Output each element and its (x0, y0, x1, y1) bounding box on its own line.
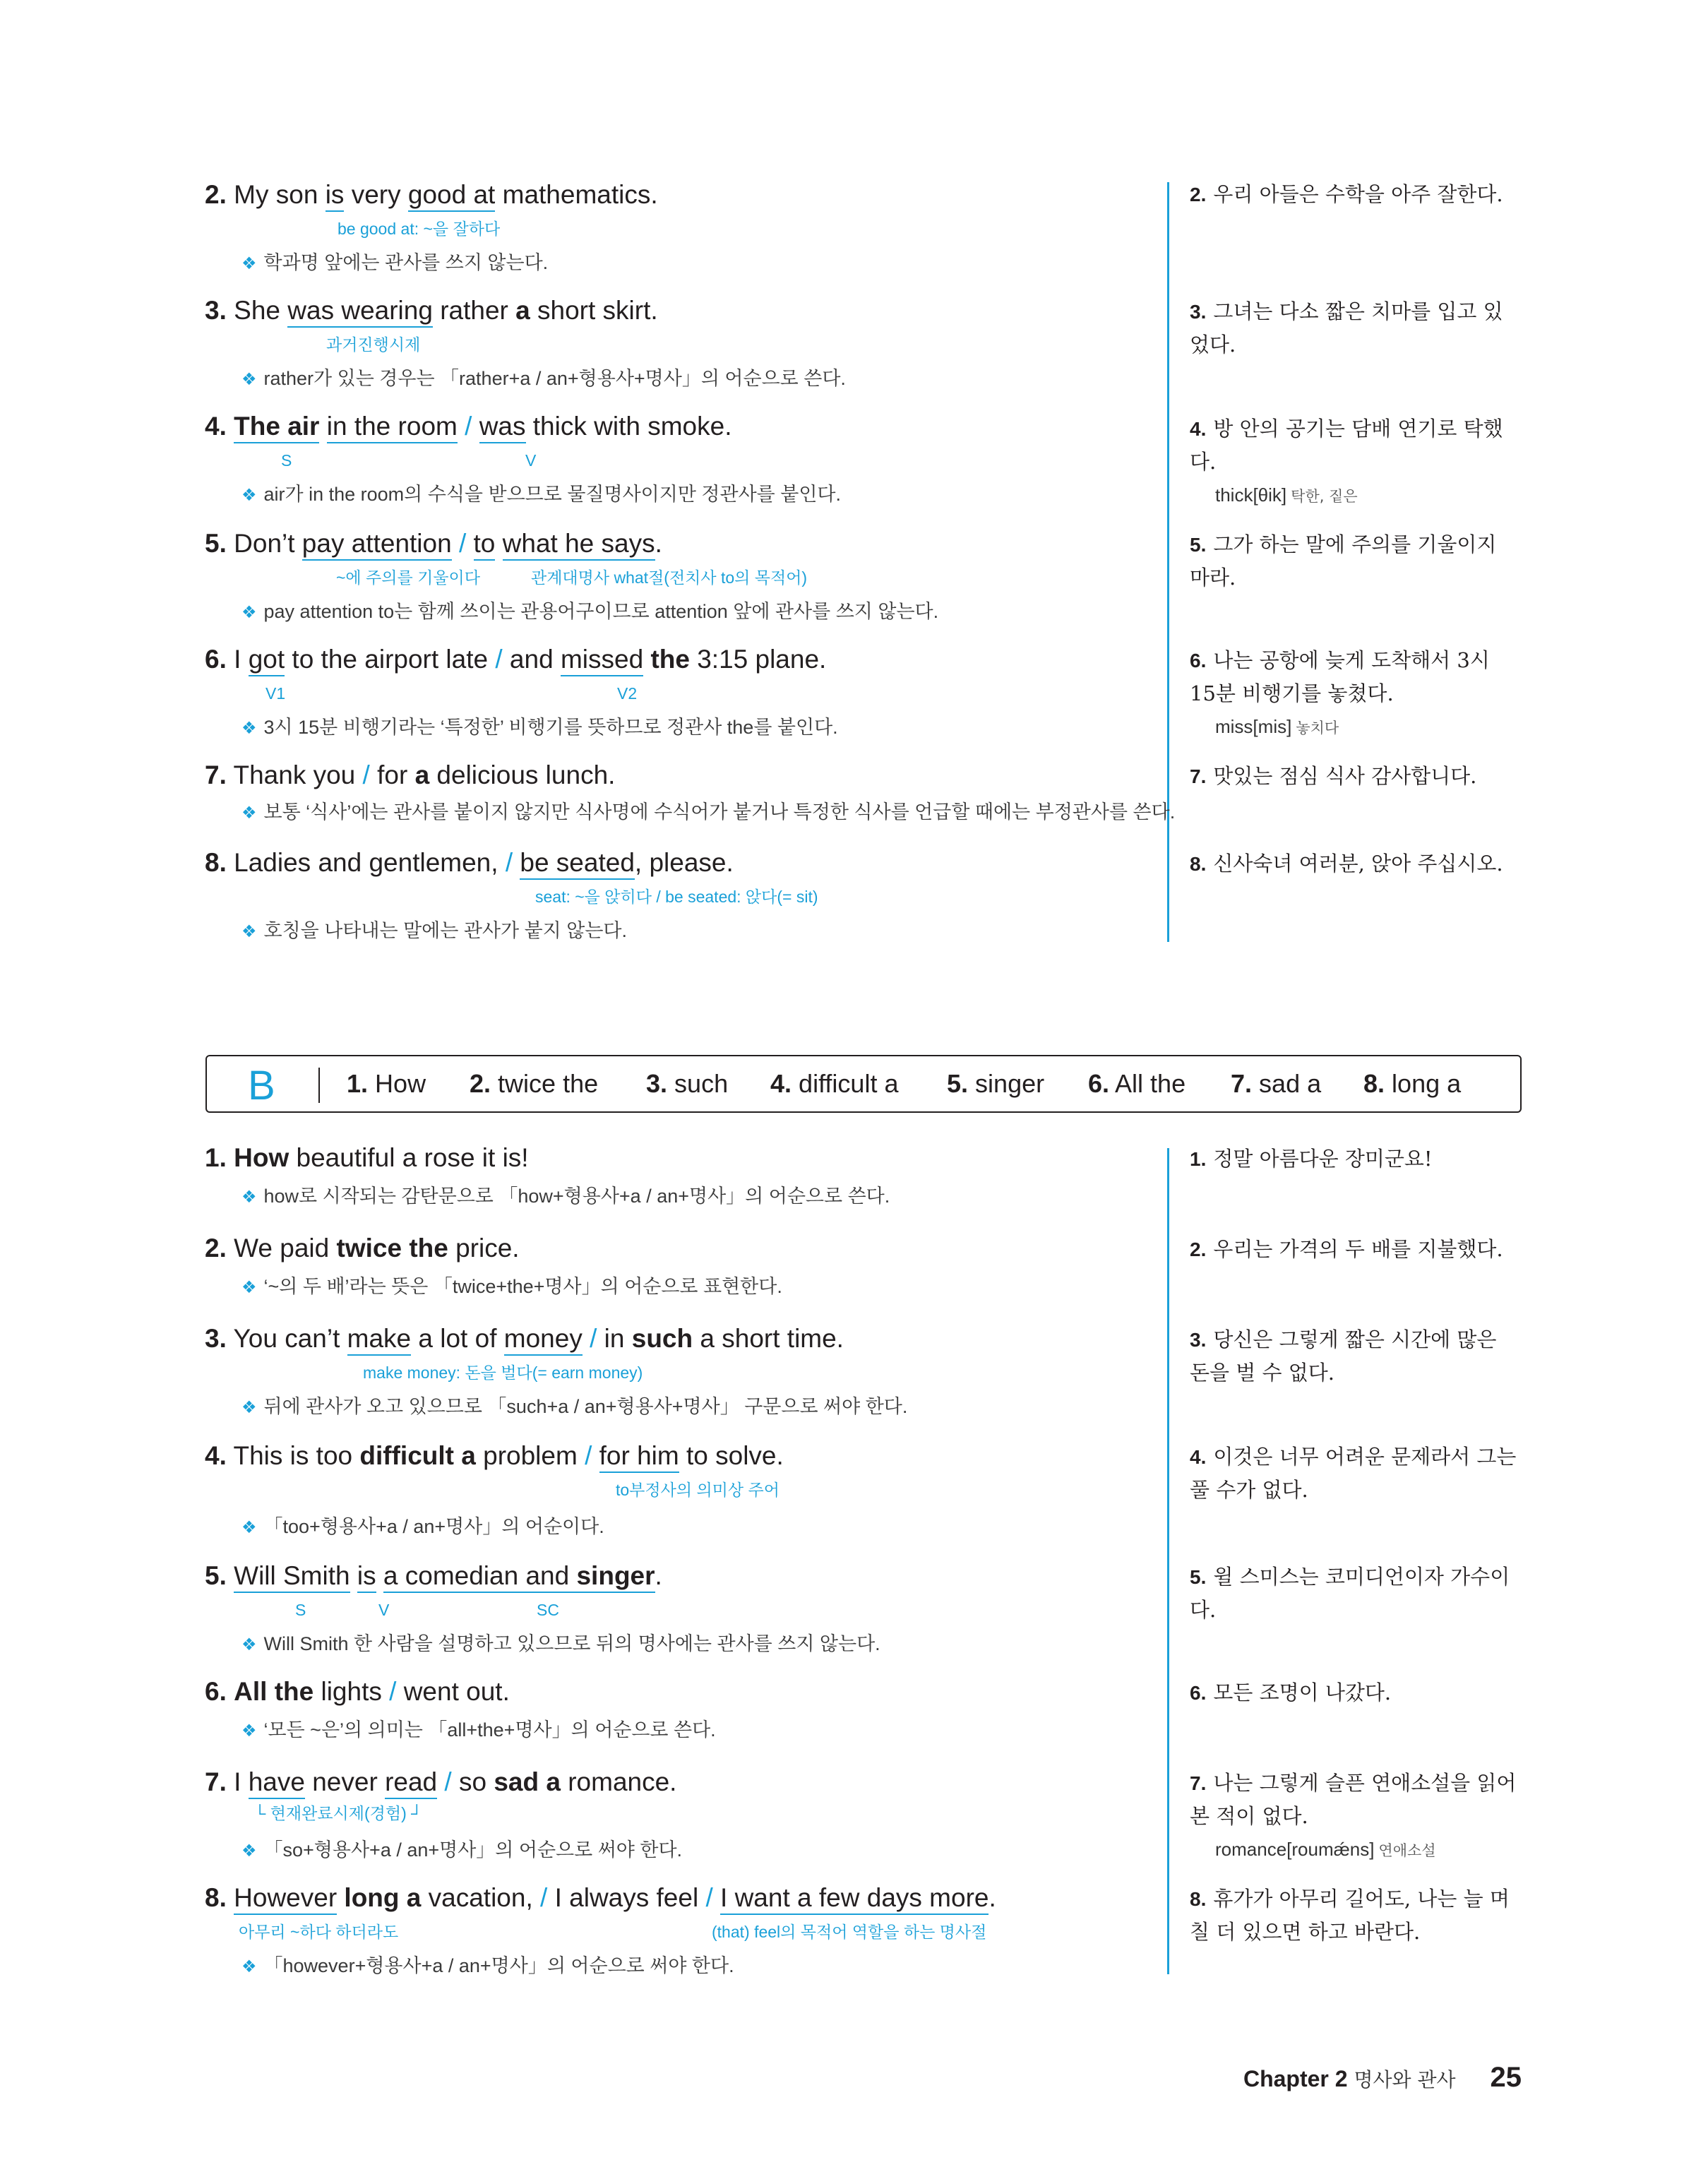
korean-translation-a7: 7. 맛있는 점심 식사 감사합니다. (1190, 764, 1477, 788)
annotation: S (281, 451, 292, 470)
annotation: S (295, 1601, 306, 1619)
underlined-phrase: is (357, 1561, 376, 1593)
underlined-phrase: pay attention (302, 529, 452, 561)
diamond-bullet-icon: ❖ (241, 922, 257, 941)
exercise-a-item-3 (205, 295, 1179, 389)
diamond-bullet-icon: ❖ (241, 1841, 257, 1861)
annotation: SC (537, 1601, 559, 1619)
english-sentence: 6. I got to the airport late / and missed the 3:15 plane. V1 V2 (205, 644, 1179, 675)
underlined-phrase: a comedian and singer (383, 1561, 655, 1593)
english-sentence: 6. All the lights / went out. (205, 1677, 510, 1706)
grammar-note: ❖ Will Smith 한 사람을 설명하고 있으므로 뒤의 명사에는 관사를 쓰지 않는다. (241, 1633, 880, 1654)
diamond-bullet-icon: ❖ (241, 370, 257, 389)
grammar-note: ❖ 보통 ‘식사’에는 관사를 붙이지 않지만 식사명에 수식어가 붙거나 특정한 식사를 언급할 때에는 부정관사를 쓴다. (241, 801, 1176, 823)
underlined-phrase: got (249, 645, 285, 676)
annotation: V (525, 451, 537, 470)
exercise-b-item-8 (205, 1882, 1179, 1976)
diamond-bullet-icon: ❖ (241, 1721, 257, 1741)
korean-translation-b4: 4. 이것은 너무 어려운 문제라서 그는 풀 수가 없다. (1190, 1445, 1517, 1502)
answer-item: 3. such (646, 1069, 729, 1098)
answer-key-box-b (205, 1055, 1522, 1113)
annotation: V2 (617, 684, 638, 703)
annotation: to부정사의 의미상 주어 (616, 1481, 780, 1499)
grammar-note: ❖ 「however+형용사+a / an+명사」의 어순으로 써야 한다. (241, 1955, 734, 1976)
english-sentence: 5. Will Smith is a comedian and singer. S V SC (205, 1560, 1179, 1592)
underlined-phrase: I want a few days more (720, 1883, 989, 1915)
grammar-note: ❖ pay attention to는 함께 쓰이는 관용어구이므로 attention 앞에 관사를 쓰지 않는다. (241, 601, 939, 622)
chunk-slash: / (505, 848, 513, 877)
underlined-phrase: have (249, 1767, 305, 1799)
exercise-b-item-5 (205, 1560, 1179, 1654)
underlined-phrase: make (347, 1324, 411, 1356)
korean-translation-a6: 6. 나는 공항에 늦게 도착해서 3시 15분 비행기를 놓쳤다. miss[mis] 놓치다 (1190, 648, 1490, 737)
diamond-bullet-icon: ❖ (241, 804, 257, 823)
underlined-phrase: for him (599, 1441, 679, 1473)
korean-translation-b5: 5. 윌 스미스는 코미디언이자 가수이다. (1190, 1565, 1510, 1622)
chunk-slash: / (362, 760, 370, 789)
underlined-phrase: is (326, 180, 345, 212)
underlined-phrase: was wearing (287, 296, 433, 328)
annotation: V (378, 1601, 390, 1619)
answer-item: 4. difficult a (770, 1069, 899, 1098)
korean-translation-a8: 8. 신사숙녀 여러분, 앉아 주십시오. (1190, 852, 1503, 876)
annotation: 과거진행시제 (326, 335, 421, 354)
korean-translation-b6: 6. 모든 조명이 나갔다. (1190, 1681, 1392, 1705)
english-sentence: 8. Ladies and gentlemen, / be seated, please. seat: ~을 앉히다 / be seated: 앉다(= sit) (205, 847, 1179, 878)
grammar-note: ❖ how로 시작되는 감탄문으로 「how+형용사+a / an+명사」의 어순으로 쓴다. (241, 1186, 890, 1207)
grammar-note: ❖ 호칭을 나타내는 말에는 관사가 붙지 않는다. (241, 920, 627, 941)
underlined-phrase: be seated (520, 848, 635, 880)
answer-item: 6. All the (1088, 1069, 1186, 1098)
underlined-phrase: was (479, 412, 526, 443)
korean-translation-a4: 4. 방 안의 공기는 담배 연기로 탁했다. thick[θik] 탁한, 짙은 (1190, 417, 1503, 506)
korean-translation-b8: 8. 휴가가 아무리 길어도, 나는 늘 며칠 더 있으면 하고 바란다. (1190, 1887, 1510, 1944)
grammar-note: ❖ 학과명 앞에는 관사를 쓰지 않는다. (241, 252, 549, 273)
annotation: (that) feel의 목적어 역할을 하는 명사절 (712, 1923, 987, 1941)
annotation: └ 현재완료시제(경험) ┘ (254, 1804, 423, 1822)
chunk-slash: / (705, 1883, 713, 1912)
english-sentence: 5. Don’t pay attention / to what he says. ~에 주의를 기울이다 관계대명사 what절(전치사 to의 목적어) (205, 528, 1179, 559)
diamond-bullet-icon: ❖ (241, 1518, 257, 1537)
chunk-slash: / (540, 1883, 548, 1912)
annotation: 아무리 ~하다 하더라도 (239, 1923, 399, 1941)
exercise-a-item-8 (205, 847, 1179, 941)
section-letter: B (248, 1063, 275, 1109)
grammar-note: ❖ rather가 있는 경우는 「rather+a / an+형용사+명사」의 어순으로 쓴다. (241, 368, 846, 389)
diamond-bullet-icon: ❖ (241, 254, 257, 273)
answer-item: 5. singer (947, 1069, 1045, 1098)
korean-translation-a3: 3. 그녀는 다소 짧은 치마를 입고 있었다. (1190, 299, 1503, 357)
underlined-phrase: The air (234, 412, 319, 443)
diamond-bullet-icon: ❖ (241, 1398, 257, 1417)
exercise-a-item-4 (205, 411, 1179, 505)
grammar-note: ❖ air가 in the room의 수식을 받으므로 물질명사이지만 정관사를 붙인다. (241, 484, 841, 505)
chapter-label: Chapter 2 (1243, 2066, 1348, 2091)
annotation: make money: 돈을 벌다(= earn money) (363, 1363, 643, 1382)
chunk-slash: / (585, 1441, 592, 1470)
diamond-bullet-icon: ❖ (241, 1635, 257, 1654)
underlined-phrase: missed (561, 645, 643, 676)
exercise-b-item-2 (205, 1233, 1179, 1297)
exercise-a-item-5 (205, 528, 1179, 622)
chunk-slash: / (389, 1677, 397, 1706)
korean-translation-b3: 3. 당신은 그렇게 짧은 시간에 많은 돈을 벌 수 없다. (1190, 1327, 1497, 1385)
english-sentence: 3. You can’t make a lot of money / in such a short time. make money: 돈을 벌다(= earn money) (205, 1323, 1179, 1354)
underlined-phrase: good at (408, 180, 495, 212)
grammar-note: ❖ ‘모든 ~은’의 의미는 「all+the+명사」의 어순으로 쓴다. (241, 1719, 716, 1741)
exercise-a-item-7 (205, 760, 1179, 823)
annotation: ~에 주의를 기울이다 (336, 568, 480, 587)
english-sentence: 4. The air in the room / was thick with smoke. S V (205, 411, 1179, 442)
chunk-slash: / (458, 529, 467, 558)
diamond-bullet-icon: ❖ (241, 1278, 257, 1297)
answer-item: 8. long a (1363, 1069, 1462, 1098)
korean-translation-b7: 7. 나는 그렇게 슬픈 연애소설을 읽어 본 적이 없다. romance[roumǽns] 연애소설 (1190, 1771, 1517, 1860)
annotation: 관계대명사 what절(전치사 to의 목적어) (531, 568, 808, 587)
grammar-note: ❖ 「too+형용사+a / an+명사」의 어순이다. (241, 1516, 604, 1537)
exercise-b-item-3 (205, 1323, 1179, 1417)
exercise-b-item-6 (205, 1676, 1179, 1741)
grammar-note: ❖ 3시 15분 비행기라는 ‘특정한’ 비행기를 뜻하므로 정관사 the를 붙인다. (241, 717, 838, 738)
underlined-phrase: in the room (327, 412, 458, 443)
chunk-slash: / (444, 1767, 452, 1796)
diamond-bullet-icon: ❖ (241, 1957, 257, 1976)
diamond-bullet-icon: ❖ (241, 1188, 257, 1207)
chunk-slash: / (465, 412, 472, 441)
english-sentence: 3. She was wearing rather a short skirt. 과거진행시제 (205, 295, 1179, 326)
exercise-a-item-2 (205, 179, 1179, 273)
english-sentence: 4. This is too difficult a problem / for him to solve. to부정사의 의미상 주어 (205, 1440, 1179, 1471)
korean-translation-b2: 2. 우리는 가격의 두 배를 지불했다. (1190, 1237, 1503, 1261)
underlined-phrase: money (504, 1324, 583, 1356)
underlined-phrase: However (234, 1883, 337, 1915)
grammar-note: ❖ ‘~의 두 배’라는 뜻은 「twice+the+명사」의 어순으로 표현한다. (241, 1276, 782, 1297)
english-sentence: 1. How beautiful a rose it is! (205, 1143, 529, 1172)
answer-item: 2. twice the (470, 1069, 599, 1098)
english-sentence: 7. I have never read / so sad a romance. └ 현재완료시제(경험) ┘ (205, 1767, 1179, 1798)
annotation: be good at: ~을 잘하다 (338, 220, 501, 238)
answer-item: 7. sad a (1231, 1069, 1322, 1098)
underlined-phrase: read (385, 1767, 437, 1799)
divider (318, 1068, 320, 1103)
underlined-phrase: Will Smith (234, 1561, 350, 1593)
diamond-bullet-icon: ❖ (241, 719, 257, 738)
exercise-b-item-7 (205, 1767, 1179, 1861)
korean-translation-a2: 2. 우리 아들은 수학을 아주 잘한다. (1190, 182, 1503, 206)
annotation: V1 (265, 684, 286, 703)
chapter-title: 명사와 관사 (1354, 2068, 1456, 2091)
exercise-a-item-6 (205, 644, 1179, 738)
underlined-phrase: to (474, 529, 496, 561)
annotation: seat: ~을 앉히다 / be seated: 앉다(= sit) (535, 888, 818, 906)
english-sentence: 7. Thank you / for a delicious lunch. (205, 760, 616, 789)
diamond-bullet-icon: ❖ (241, 603, 257, 622)
english-sentence: 8. However long a vacation, / I always feel / I want a few days more. 아무리 ~하다 하더라도 (that) feel의 목적어 역할을 하는 명사절 (205, 1882, 1179, 1914)
underlined-phrase: what he says (503, 529, 655, 561)
korean-translation-a5: 5. 그가 하는 말에 주의를 기울이지 마라. (1190, 532, 1497, 590)
grammar-note: ❖ 「so+형용사+a / an+명사」의 어순으로 써야 한다. (241, 1839, 683, 1861)
answer-item: 1. How (347, 1069, 426, 1098)
exercise-b-item-4 (205, 1440, 1179, 1537)
page-number: 25 (1490, 2062, 1522, 2093)
chunk-slash: / (495, 645, 503, 674)
english-sentence: 2. My son is very good at mathematics. be good at: ~을 잘하다 (205, 179, 1179, 210)
english-sentence: 2. We paid twice the price. (205, 1234, 520, 1262)
korean-translation-b1: 1. 정말 아름다운 장미군요! (1190, 1147, 1433, 1171)
exercise-b-item-1 (205, 1142, 1179, 1207)
grammar-note: ❖ 뒤에 관사가 오고 있으므로 「such+a / an+형용사+명사」 구문으로 써야 한다. (241, 1396, 908, 1417)
diamond-bullet-icon: ❖ (241, 486, 257, 505)
chunk-slash: / (590, 1324, 597, 1353)
page-footer (1243, 2062, 1522, 2094)
